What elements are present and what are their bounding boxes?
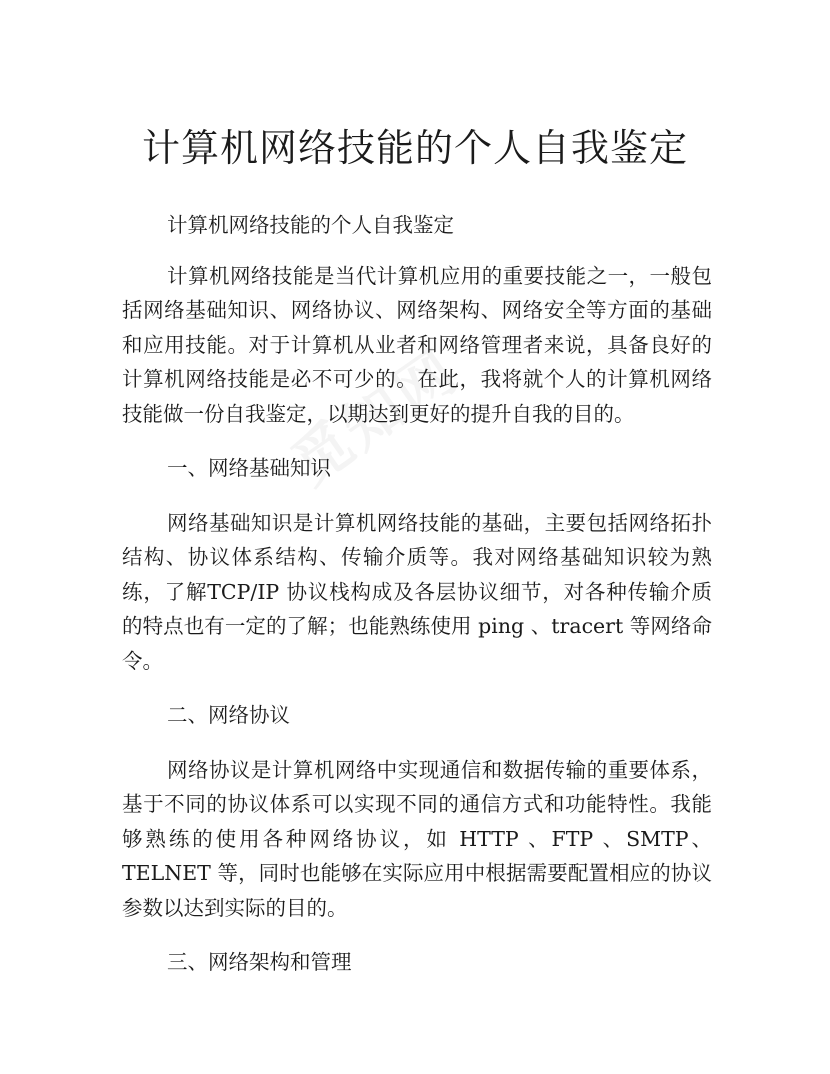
section-heading-protocols: 二、网络协议 <box>167 703 290 727</box>
document-subtitle: 计算机网络技能的个人自我鉴定 <box>167 213 454 237</box>
section-heading-architecture: 三、网络架构和管理 <box>167 950 352 974</box>
intro-paragraph: 计算机网络技能是当代计算机应用的重要技能之一，一般包括网络基础知识、网络协议、网络架构、网络安全等方面的基础和应用技能。对于计算机从业者和网络管理者来说，具备良好的计算机网络技能是必不可少的。在此，我将就个人的计算机网络技能做一份自我鉴定，以期达到更好的提升自我的目的。 <box>122 263 712 426</box>
page-title: 计算机网络技能的个人自我鉴定 <box>141 126 688 170</box>
section-heading-basics: 一、网络基础知识 <box>167 456 331 480</box>
document-body <box>122 208 712 980</box>
section-body-protocols: 网络协议是计算机网络中实现通信和数据传输的重要体系，基于不同的协议体系可以实现不同的通信方式和功能特性。我能够熟练的使用各种网络协议，如 HTTP 、FTP 、SMTP、TELNET 等，同时也能够在实际应用中根据需要配置相应的协议参数以达到实际的目的。 <box>122 757 712 920</box>
section-body-basics: 网络基础知识是计算机网络技能的基础，主要包括网络拓扑结构、协议体系结构、传输介质等。我对网络基础知识较为熟练，了解TCP/IP 协议栈构成及各层协议细节，对各种传输介质的特点也有一定的了解；也能熟练使用 ping 、tracert 等网络命令。 <box>122 510 712 673</box>
